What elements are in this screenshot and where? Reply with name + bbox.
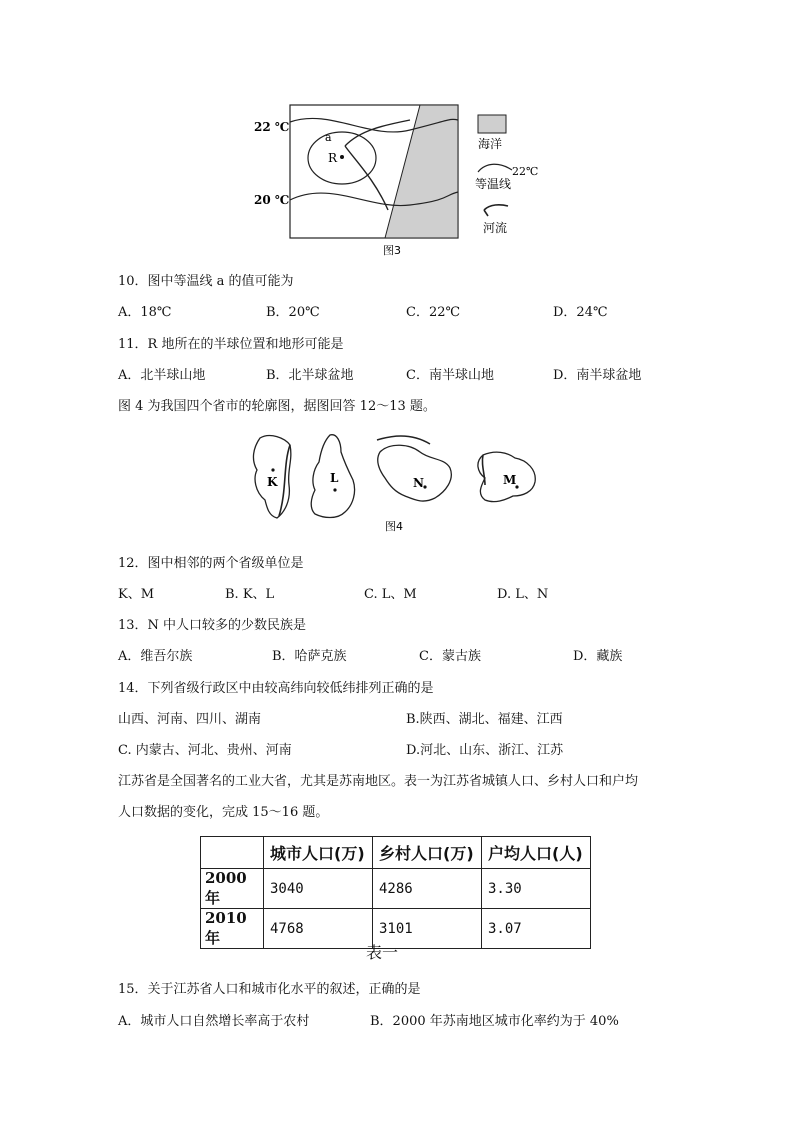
q10-option-c: C．22℃ — [406, 305, 461, 320]
intro-table-line-2: 人口数据的变化，完成 15～16 题。 — [118, 805, 329, 820]
point-R — [340, 155, 344, 159]
q15-stem: 15．关于江苏省人口和城市化水平的叙述，正确的是 — [118, 982, 421, 997]
q11-stem: 11．R 地所在的半球位置和地形可能是 — [118, 337, 344, 352]
table-cell: 3101 — [373, 909, 482, 949]
table-cell: 4768 — [264, 909, 373, 949]
q14-option-c: C. 内蒙古、河北、贵州、河南 — [118, 743, 292, 758]
q15-option-b: B．2000 年苏南地区城市化率约为于 40% — [370, 1014, 619, 1029]
legend-isotherm-value: 22℃ — [512, 165, 539, 178]
q10-stem: 10．图中等温线 a 的值可能为 — [118, 274, 294, 289]
figure-4-province-outlines — [245, 430, 550, 540]
figure-4-caption: 图4 — [385, 520, 403, 533]
label-20: 20 ℃ — [254, 193, 290, 207]
table-row-header: 2010年 — [201, 909, 264, 949]
table-row-header: 2000年 — [201, 869, 264, 909]
point-K — [271, 468, 274, 471]
table-header-cell: 户均人口(人) — [482, 837, 591, 869]
figure-3-isotherm-map — [250, 100, 550, 260]
legend-ocean-swatch — [478, 115, 506, 133]
table-header-cell: 乡村人口(万) — [373, 837, 482, 869]
label-L: L — [330, 471, 339, 485]
label-M: M — [503, 473, 517, 487]
q10-option-d: D．24℃ — [553, 305, 608, 320]
q13-stem: 13．N 中人口较多的少数民族是 — [118, 618, 307, 633]
table-cell: 3.30 — [482, 869, 591, 909]
q11-option-b: B．北半球盆地 — [266, 368, 354, 383]
q12-option-c: C. L、M — [364, 587, 417, 602]
table-1-caption: 表一 — [366, 943, 399, 962]
label-22: 22 ℃ — [254, 120, 290, 134]
q14-option-a: 山西、河南、四川、湖南 — [118, 712, 262, 727]
outline-N-border — [377, 436, 430, 444]
legend-isotherm-icon — [478, 164, 512, 172]
table-header-row — [201, 837, 591, 869]
q14-option-b: B.陕西、湖北、福建、江西 — [406, 712, 563, 727]
q14-stem: 14．下列省级行政区中由较高纬向较低纬排列正确的是 — [118, 681, 434, 696]
table-cell: 3040 — [264, 869, 373, 909]
q10-option-a: A．18℃ — [118, 305, 172, 320]
q12-option-d: D. L、N — [497, 587, 549, 602]
figure-3-caption: 图3 — [383, 244, 401, 257]
q11-option-c: C．南半球山地 — [406, 368, 494, 383]
point-L — [333, 488, 336, 491]
label-R: R — [328, 151, 338, 165]
q12-stem: 12．图中相邻的两个省级单位是 — [118, 556, 304, 571]
intro-figure-4: 图 4 为我国四个省市的轮廓图，据图回答 12～13 题。 — [118, 399, 436, 414]
legend-ocean-label: 海洋 — [478, 137, 503, 151]
q13-option-d: D．藏族 — [573, 649, 623, 664]
legend-river-label: 河流 — [483, 221, 508, 235]
table-cell: 4286 — [373, 869, 482, 909]
q13-option-c: C．蒙古族 — [419, 649, 481, 664]
table-row — [201, 869, 591, 909]
q13-option-b: B．哈萨克族 — [272, 649, 347, 664]
q11-option-d: D．南半球盆地 — [553, 368, 642, 383]
legend-river-icon — [484, 205, 508, 216]
table-header-cell: 城市人口(万) — [264, 837, 373, 869]
label-N: N — [413, 476, 424, 490]
table-cell: 3.07 — [482, 909, 591, 949]
intro-table-line-1: 江苏省是全国著名的工业大省，尤其是苏南地区。表一为江苏省城镇人口、乡村人口和户均 — [118, 774, 639, 789]
q12-option-b: B. K、L — [225, 587, 275, 602]
label-K: K — [267, 475, 278, 489]
q14-option-d: D.河北、山东、浙江、江苏 — [406, 743, 564, 758]
q11-option-a: A．北半球山地 — [118, 368, 206, 383]
q13-option-a: A．维吾尔族 — [118, 649, 193, 664]
outline-N — [378, 445, 452, 501]
q12-option-a: K、M — [118, 587, 155, 602]
table-1 — [200, 836, 591, 949]
label-a: a — [325, 131, 332, 144]
legend-isotherm-label: 等温线 — [475, 177, 512, 191]
q10-option-b: B．20℃ — [266, 305, 320, 320]
table-header-cell — [201, 837, 264, 869]
q15-option-a: A．城市人口自然增长率高于农村 — [118, 1014, 310, 1029]
